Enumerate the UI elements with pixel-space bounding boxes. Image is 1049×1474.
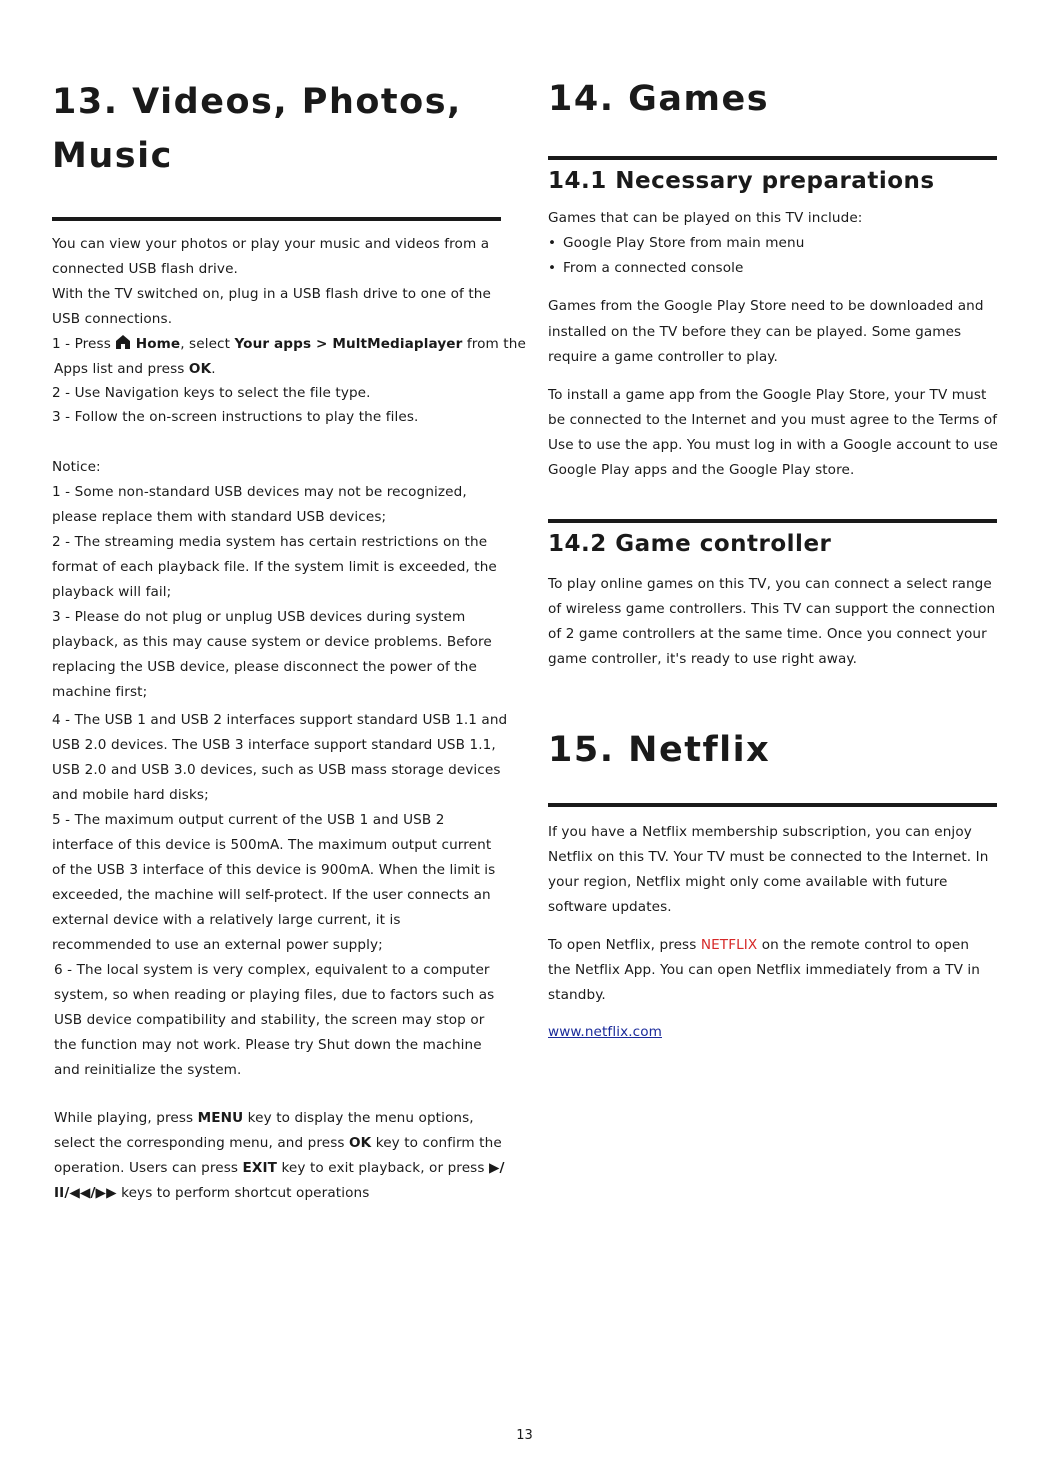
notice-line: 5 - The maximum output current of the USB 1 and USB 2 (52, 812, 445, 828)
playing-text: keys to perform shortcut operations (121, 1185, 370, 1201)
prep-paragraph-line: be connected to the Internet and you must agree to the Terms of (548, 412, 998, 428)
notice-line: 4 - The USB 1 and USB 2 interfaces support standard USB 1.1 and (52, 712, 508, 728)
playing-text: key to confirm the (375, 1135, 502, 1151)
bullet-marker: • (548, 260, 557, 276)
controller-paragraph-line: To play online games on this TV, you can connect a select range (548, 576, 992, 592)
prep-paragraph-line: Use to use the app. You must log in with a Google account to use (548, 437, 999, 453)
bullet-marker: • (548, 235, 557, 251)
step-1-line1 (52, 332, 526, 357)
notice-line: format of each playback file. If the system limit is exceeded, the (52, 559, 497, 575)
home-icon (115, 334, 131, 350)
notice-line: USB 2.0 devices. The USB 3 interface support standard USB 1.1, (52, 737, 496, 753)
section-14-title: 14. Games (548, 79, 770, 119)
step-1-mid: , select (180, 336, 231, 352)
section-14-2-rule (548, 519, 997, 523)
intro-line: With the TV switched on, plug in a USB flash drive to one of the (52, 286, 491, 302)
notice-line: recommended to use an external power supply; (52, 937, 383, 953)
netflix-open-line3: standby. (548, 987, 606, 1003)
netflix-paragraph-line: software updates. (548, 899, 672, 915)
step-1-line2-text: Apps list and press (54, 361, 185, 377)
playing-text: select the corresponding menu, and press (54, 1135, 345, 1151)
step-2: 2 - Use Navigation keys to select the file type. (52, 385, 371, 401)
netflix-paragraph-line: If you have a Netflix membership subscription, you can enjoy (548, 824, 972, 840)
notice-line: external device with a relatively large current, it is (52, 912, 401, 928)
notice-label: Notice: (52, 459, 101, 475)
step-1-period: . (211, 361, 216, 377)
prep-paragraph-line: Games from the Google Play Store need to be downloaded and (548, 298, 984, 314)
section-14-1-title: 14.1 Necessary preparations (548, 168, 935, 194)
ok-key: OK (188, 361, 212, 377)
section-15-rule (548, 803, 997, 807)
prep-paragraph-line: Google Play apps and the Google Play store. (548, 462, 855, 478)
prep-paragraph-line: require a game controller to play. (548, 349, 778, 365)
notice-line: playback, as this may cause system or device problems. Before (52, 634, 492, 650)
notice-line: please replace them with standard USB devices; (52, 509, 387, 525)
section-13-title-line2: Music (52, 136, 173, 176)
notice-line: of the USB 3 interface of this device is 900mA. When the limit is (52, 862, 496, 878)
prep-intro: Games that can be played on this TV include: (548, 210, 863, 226)
notice-line: replacing the USB device, please disconnect the power of the (52, 659, 477, 675)
notice-line: 3 - Please do not plug or unplug USB devices during system (52, 609, 466, 625)
notice-line: and mobile hard disks; (52, 787, 209, 803)
prep-paragraph-line: To install a game app from the Google Play Store, your TV must (548, 387, 987, 403)
notice-line: USB device compatibility and stability, the screen may stop or (54, 1012, 485, 1028)
controller-paragraph-line: game controller, it's ready to use right away. (548, 651, 858, 667)
playing-line1 (54, 1106, 474, 1131)
ok-key: OK (349, 1135, 372, 1151)
playing-line2 (54, 1131, 502, 1156)
playing-text: key to exit playback, or press (281, 1160, 485, 1176)
menu-key: MENU (197, 1110, 244, 1126)
notice-line: USB 2.0 and USB 3.0 devices, such as USB mass storage devices (52, 762, 501, 778)
netflix-open-line1 (548, 933, 969, 958)
notice-line: 6 - The local system is very complex, equivalent to a computer (54, 962, 490, 978)
intro-line: USB connections. (52, 311, 173, 327)
prep-bullet: From a connected console (563, 260, 744, 276)
home-label: Home (135, 336, 181, 352)
netflix-open-text: on the remote control to open (761, 937, 970, 953)
notice-line: and reinitialize the system. (54, 1062, 242, 1078)
step-1-suffix: from the (466, 336, 526, 352)
step-1-prefix: 1 - Press (52, 336, 111, 352)
notice-line: system, so when reading or playing files, due to factors such as (54, 987, 495, 1003)
playing-text: operation. Users can press (54, 1160, 239, 1176)
section-13-title-line1: 13. Videos, Photos, (52, 82, 462, 122)
section-13-rule (52, 217, 501, 221)
page-number: 13 (516, 1428, 533, 1443)
playing-text: key to display the menu options, (247, 1110, 474, 1126)
notice-line: interface of this device is 500mA. The maximum output current (52, 837, 492, 853)
netflix-open-line2: the Netflix App. You can open Netflix immediately from a TV in (548, 962, 981, 978)
apps-path: Your apps > MultMediaplayer (234, 336, 463, 352)
intro-line: You can view your photos or play your music and videos from a (52, 236, 490, 252)
pause-rewind-forward-icons: II/◀◀/▶▶ (54, 1185, 117, 1201)
playing-line4 (54, 1181, 369, 1206)
section-14-rule (548, 156, 997, 160)
netflix-link[interactable]: www.netflix.com (548, 1024, 662, 1040)
section-14-2-title: 14.2 Game controller (548, 531, 832, 557)
step-1-line2 (54, 357, 216, 382)
notice-line: 2 - The streaming media system has certain restrictions on the (52, 534, 488, 550)
netflix-paragraph-line: Netflix on this TV. Your TV must be connected to the Internet. In (548, 849, 989, 865)
notice-line: playback will fail; (52, 584, 172, 600)
playing-text: While playing, press (54, 1110, 194, 1126)
play-icon: ▶/ (488, 1160, 505, 1176)
notice-line: exceeded, the machine will self-protect. If the user connects an (52, 887, 491, 903)
step-3: 3 - Follow the on-screen instructions to play the files. (52, 409, 419, 425)
controller-paragraph-line: of 2 game controllers at the same time. Once you connect your (548, 626, 987, 642)
netflix-paragraph-line: your region, Netflix might only come available with future (548, 874, 948, 890)
exit-key: EXIT (242, 1160, 278, 1176)
playing-line3 (54, 1156, 505, 1181)
netflix-open-text: To open Netflix, press (548, 937, 697, 953)
section-15-title: 15. Netflix (548, 730, 771, 770)
notice-line: the function may not work. Please try Shut down the machine (54, 1037, 482, 1053)
prep-paragraph-line: installed on the TV before they can be played. Some games (548, 324, 962, 340)
prep-bullet: Google Play Store from main menu (563, 235, 805, 251)
controller-paragraph-line: of wireless game controllers. This TV can support the connection (548, 601, 996, 617)
intro-line: connected USB flash drive. (52, 261, 238, 277)
netflix-key: NETFLIX (700, 937, 758, 953)
notice-line: machine first; (52, 684, 148, 700)
notice-line: 1 - Some non-standard USB devices may not be recognized, (52, 484, 467, 500)
